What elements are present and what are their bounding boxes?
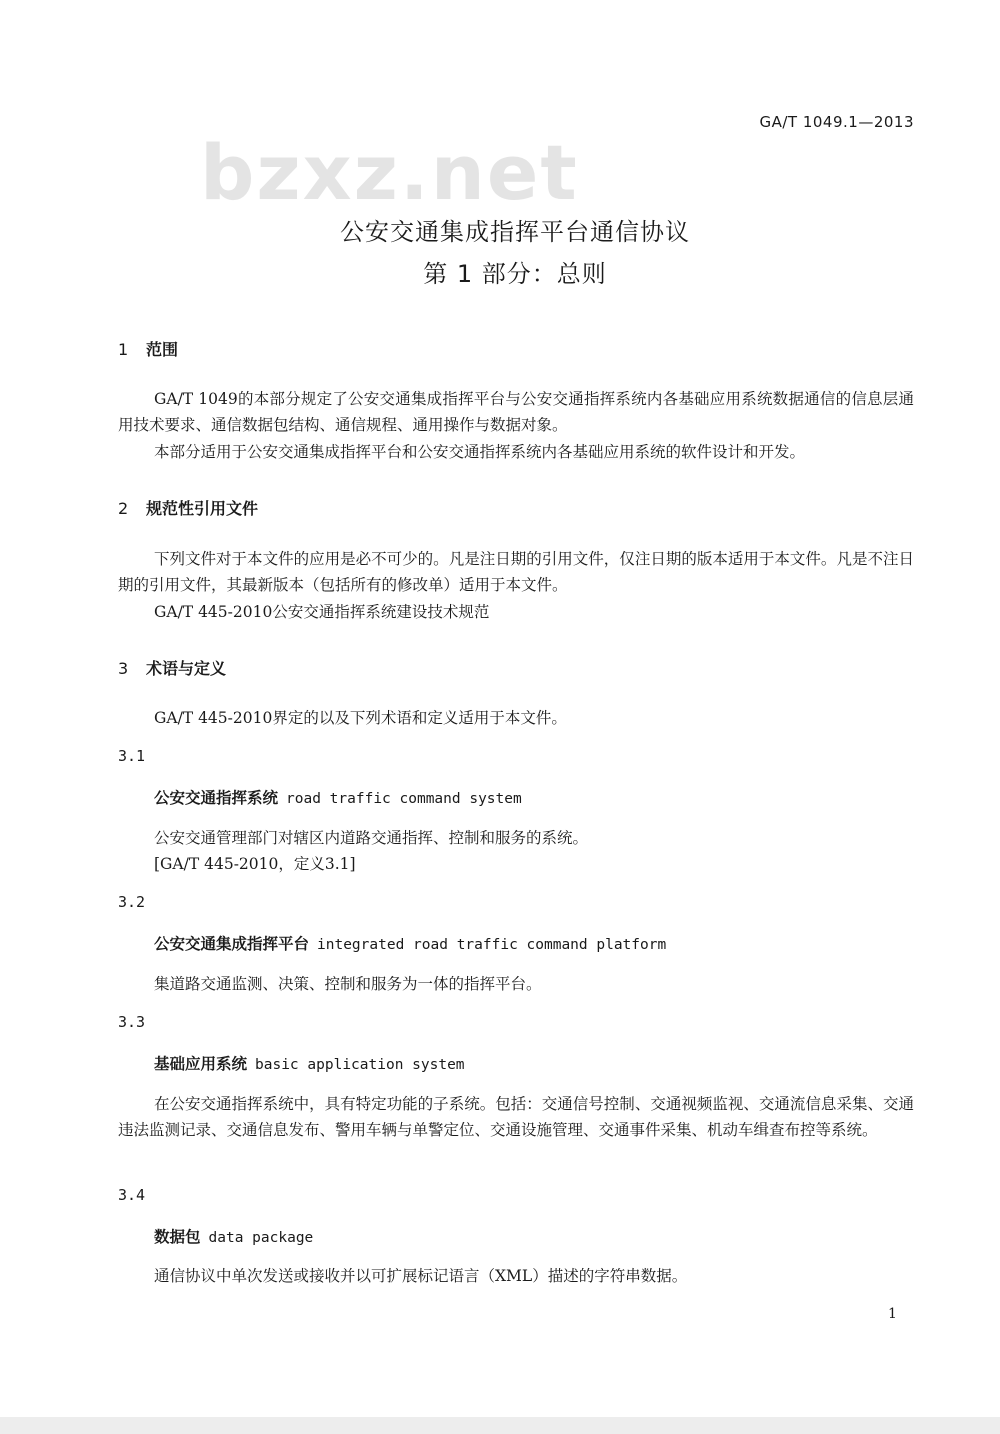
- page-bottom-edge: [0, 1417, 1000, 1434]
- term-name-zh: 数据包: [154, 1228, 201, 1246]
- section-title: 范围: [146, 340, 179, 359]
- term-number: 3.4: [118, 1186, 146, 1204]
- section-heading-normative-references: [118, 496, 258, 519]
- section-number: 1: [118, 340, 129, 359]
- term-name-zh: 公安交通指挥系统: [154, 789, 279, 807]
- paragraph: GA/T 1049的本部分规定了公安交通集成指挥平台与公安交通指挥系统内各基础应用系统数据通信的信息层通用技术要求、通信数据包结构、通信规程、通用操作与数据对象。: [118, 390, 914, 434]
- term-definition: 通信协议中单次发送或接收并以可扩展标记语言（XML）描述的字符串数据。: [154, 1267, 688, 1285]
- page-number: 1: [888, 1306, 897, 1322]
- term-name-en: road traffic command system: [286, 791, 522, 807]
- paragraph: 本部分适用于公安交通集成指挥平台和公安交通指挥系统内各基础应用系统的软件设计和开发。: [154, 443, 806, 461]
- term-entry: [154, 932, 666, 954]
- document-subtitle: 第 1 部分：总则: [423, 260, 607, 288]
- section-heading-terms: [118, 656, 226, 679]
- paragraph: GA/T 445-2010界定的以及下列术语和定义适用于本文件。: [154, 709, 567, 727]
- term-definition: 在公安交通指挥系统中，具有特定功能的子系统。包括：交通信号控制、交通视频监视、交通流信息采集、交通违法监测记录、交通信息发布、警用车辆与单警定位、交通设施管理、交通事件采集、机动车缉查布控等系统。: [118, 1095, 914, 1139]
- term-name-en: integrated road traffic command platform: [317, 937, 667, 953]
- term-name-zh: 基础应用系统: [154, 1055, 248, 1073]
- term-entry: [154, 1225, 313, 1247]
- section-number: 3: [118, 659, 129, 678]
- section-title: 规范性引用文件: [146, 499, 259, 518]
- document-title: 公安交通集成指挥平台通信协议: [340, 218, 690, 246]
- watermark: bzxz.net: [200, 128, 579, 217]
- reference-item: GA/T 445-2010公安交通指挥系统建设技术规范: [154, 603, 490, 621]
- term-number: 3.2: [118, 893, 146, 911]
- term-entry: [154, 1052, 465, 1074]
- section-title: 术语与定义: [146, 659, 227, 678]
- term-definition: 集道路交通监测、决策、控制和服务为一体的指挥平台。: [154, 975, 542, 993]
- term-source: [GA/T 445-2010，定义3.1]: [154, 855, 356, 873]
- document-number: GA/T 1049.1—2013: [759, 113, 914, 131]
- term-number: 3.3: [118, 1013, 146, 1031]
- term-entry: [154, 786, 522, 808]
- section-heading-scope: [118, 337, 178, 360]
- section-number: 2: [118, 499, 129, 518]
- term-number: 3.1: [118, 747, 146, 765]
- term-name-zh: 公安交通集成指挥平台: [154, 935, 310, 953]
- term-name-en: basic application system: [255, 1057, 465, 1073]
- paragraph: 下列文件对于本文件的应用是必不可少的。凡是注日期的引用文件，仅注日期的版本适用于本文件。凡是不注日期的引用文件，其最新版本（包括所有的修改单）适用于本文件。: [118, 550, 914, 594]
- term-name-en: data package: [208, 1230, 314, 1246]
- term-definition: 公安交通管理部门对辖区内道路交通指挥、控制和服务的系统。: [154, 829, 589, 847]
